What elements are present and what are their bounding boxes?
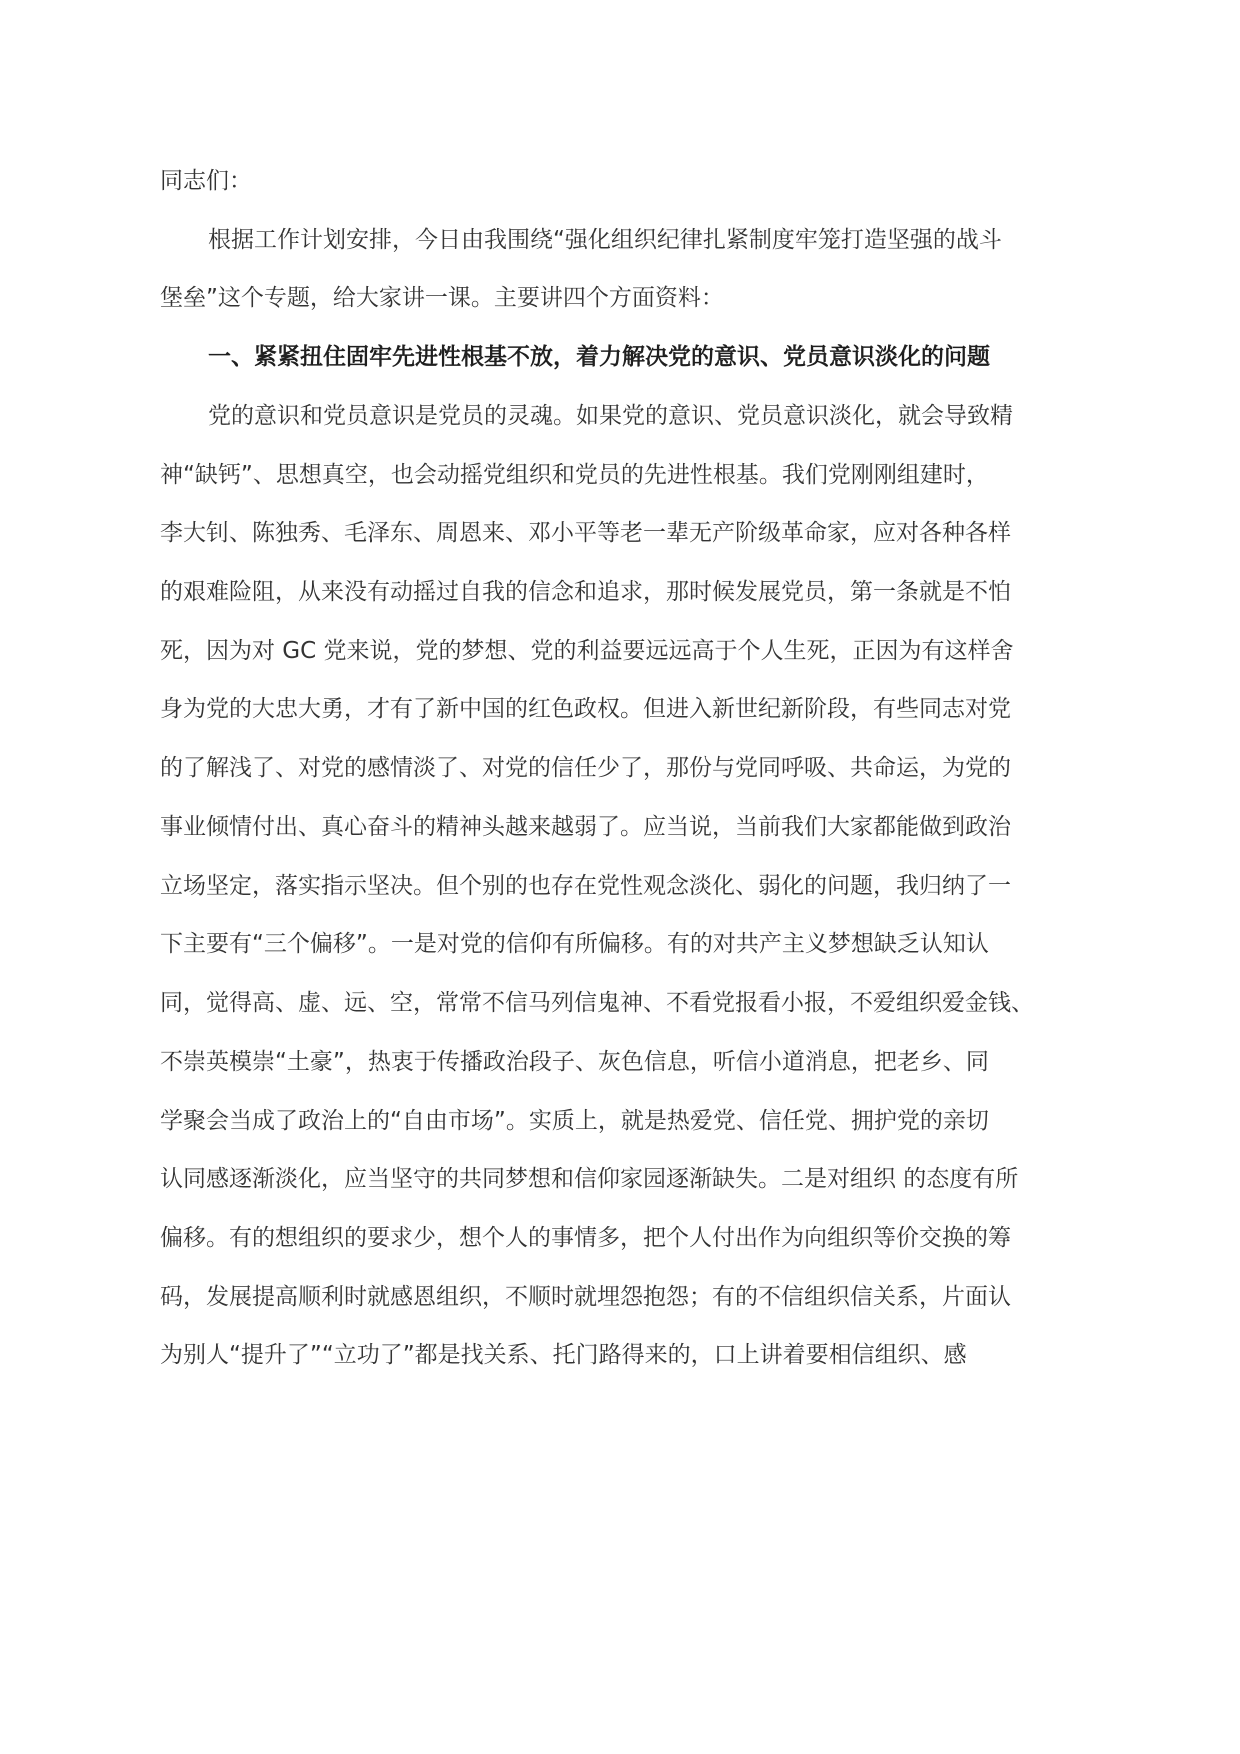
salutation: 同志们： bbox=[160, 168, 252, 194]
body-line: 的了解浅了、对党的感情淡了、对党的信任少了，那份与党同呼吸、共命运，为党的 bbox=[160, 755, 1011, 781]
body-line: 党的意识和党员意识是党员的灵魂。如果党的意识、党员意识淡化，就会导致精 bbox=[208, 403, 1013, 429]
body-line: 神“缺钙”、思想真空，也会动摇党组织和党员的先进性根基。我们党刚刚组建时， bbox=[160, 462, 989, 488]
body-line: 下主要有“三个偏移”。一是对党的信仰有所偏移。有的对共产主义梦想缺乏认知认 bbox=[160, 931, 989, 957]
body-line: 死，因为对 GC 党来说，党的梦想、党的利益要远远高于个人生死，正因为有这样舍 bbox=[160, 638, 1014, 664]
body-line: 学聚会当成了政治上的“自由市场”。实质上，就是热爱党、信任党、拥护党的亲切 bbox=[160, 1108, 989, 1134]
body-line: 为别人“提升了”“立功了”都是找关系、托门路得来的，口上讲着要相信组织、感 bbox=[160, 1342, 967, 1368]
body-line: 不崇英模崇“土豪”，热衷于传播政治段子、灰色信息，听信小道消息，把老乡、同 bbox=[160, 1049, 989, 1075]
body-line: 身为党的大忠大勇，才有了新中国的红色政权。但进入新世纪新阶段，有些同志对党 bbox=[160, 696, 1011, 722]
body-line: 立场坚定，落实指示坚决。但个别的也存在党性观念淡化、弱化的问题，我归纳了一 bbox=[160, 873, 1011, 899]
body-line: 李大钊、陈独秀、毛泽东、周恩来、邓小平等老一辈无产阶级革命家，应对各种各样 bbox=[160, 520, 1011, 546]
intro-line: 根据工作计划安排，今日由我围绕“强化组织纪律扎紧制度牢笼打造坚强的战斗 bbox=[208, 227, 1002, 253]
intro-line: 堡垒”这个专题，给大家讲一课。主要讲四个方面资料： bbox=[160, 285, 724, 311]
section-heading: 一、紧紧扭住固牢先进性根基不放，着力解决党的意识、党员意识淡化的问题 bbox=[208, 344, 990, 370]
body-line: 事业倾情付出、真心奋斗的精神头越来越弱了。应当说，当前我们大家都能做到政治 bbox=[160, 814, 1011, 840]
body-line: 同，觉得高、虚、远、空，常常不信马列信鬼神、不看党报看小报，不爱组织爱金钱、 bbox=[160, 990, 1034, 1016]
body-line: 偏移。有的想组织的要求少，想个人的事情多，把个人付出作为向组织等价交换的筹 bbox=[160, 1225, 1011, 1251]
body-line: 认同感逐渐淡化，应当坚守的共同梦想和信仰家园逐渐缺失。二是对组织 的态度有所 bbox=[160, 1166, 1019, 1192]
body-line: 码，发展提高顺利时就感恩组织，不顺时就埋怨抱怨；有的不信组织信关系，片面认 bbox=[160, 1284, 1011, 1310]
body-line: 的艰难险阻，从来没有动摇过自我的信念和追求，那时候发展党员，第一条就是不怕 bbox=[160, 579, 1011, 605]
